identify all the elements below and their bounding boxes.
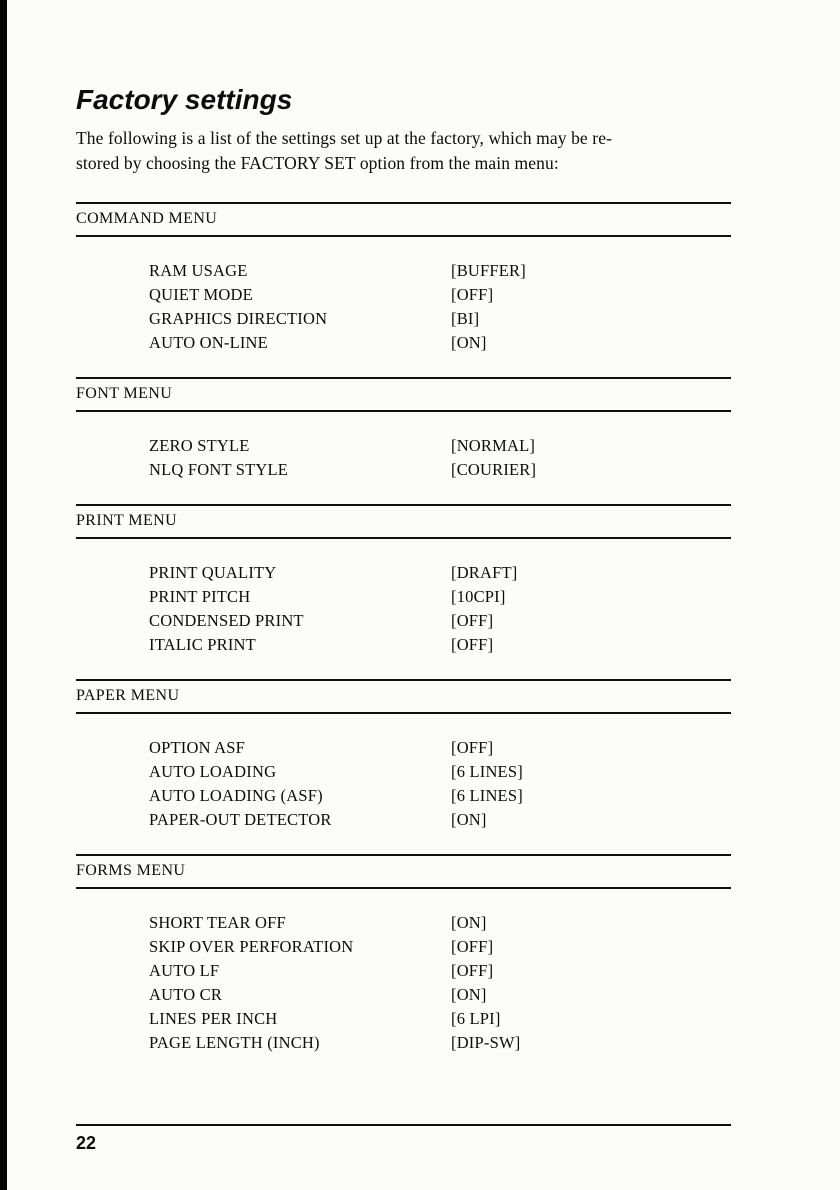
setting-value: [ON] — [451, 913, 487, 932]
setting-label: RAM USAGE — [149, 261, 248, 280]
page-content — [76, 0, 731, 1077]
settings-section — [76, 377, 731, 482]
section-rule-bottom — [76, 235, 731, 237]
setting-value: [OFF] — [451, 611, 494, 630]
setting-label: AUTO LOADING — [149, 762, 277, 781]
setting-label: SKIP OVER PERFORATION — [149, 937, 354, 956]
setting-label: NLQ FONT STYLE — [149, 460, 289, 479]
section-header: FORMS MENU — [76, 862, 186, 879]
setting-label: ZERO STYLE — [149, 436, 250, 455]
setting-value: [NORMAL] — [451, 436, 536, 455]
setting-label: AUTO CR — [149, 985, 223, 1004]
settings-rows — [149, 561, 731, 657]
setting-value: [ON] — [451, 333, 487, 352]
setting-row — [149, 259, 731, 283]
setting-row — [149, 458, 731, 482]
setting-label: PRINT PITCH — [149, 587, 251, 606]
setting-row — [149, 331, 731, 355]
settings-rows — [149, 736, 731, 832]
setting-label: AUTO LOADING (ASF) — [149, 786, 323, 805]
setting-label: OPTION ASF — [149, 738, 245, 757]
setting-value: [OFF] — [451, 738, 494, 757]
page-title: Factory settings — [76, 84, 293, 115]
settings-sections — [76, 202, 731, 1055]
section-rule-bottom — [76, 410, 731, 412]
setting-value: [OFF] — [451, 285, 494, 304]
setting-label: CONDENSED PRINT — [149, 611, 304, 630]
page-number: 22 — [76, 1133, 97, 1153]
setting-row — [149, 561, 731, 585]
section-header: PRINT MENU — [76, 512, 178, 529]
setting-label: PRINT QUALITY — [149, 563, 277, 582]
section-header: COMMAND MENU — [76, 210, 218, 227]
setting-value: [6 LINES] — [451, 762, 523, 781]
setting-row — [149, 434, 731, 458]
setting-value: [ON] — [451, 810, 487, 829]
section-header: PAPER MENU — [76, 687, 180, 704]
setting-value: [DIP-SW] — [451, 1033, 521, 1052]
setting-value: [OFF] — [451, 961, 494, 980]
setting-row — [149, 283, 731, 307]
setting-value: [ON] — [451, 985, 487, 1004]
setting-row — [149, 1007, 731, 1031]
settings-rows — [149, 434, 731, 482]
setting-label: PAPER-OUT DETECTOR — [149, 810, 332, 829]
setting-row — [149, 760, 731, 784]
setting-value: [DRAFT] — [451, 563, 518, 582]
settings-rows — [149, 911, 731, 1055]
setting-label: QUIET MODE — [149, 285, 253, 304]
section-header: FONT MENU — [76, 385, 173, 402]
settings-rows — [149, 259, 731, 355]
settings-section — [76, 679, 731, 832]
setting-row — [149, 935, 731, 959]
section-rule-bottom — [76, 887, 731, 889]
settings-section — [76, 202, 731, 355]
setting-row — [149, 633, 731, 657]
setting-row — [149, 736, 731, 760]
intro-line-1: The following is a list of the settings set up at the factory, which may be re- — [76, 128, 613, 148]
setting-value: [10CPI] — [451, 587, 506, 606]
setting-value: [OFF] — [451, 937, 494, 956]
setting-label: ITALIC PRINT — [149, 635, 256, 654]
intro-line-2: stored by choosing the FACTORY SET option from the main menu: — [76, 153, 559, 173]
setting-label: PAGE LENGTH (INCH) — [149, 1033, 320, 1052]
page-footer — [76, 1124, 731, 1154]
setting-value: [6 LPI] — [451, 1009, 501, 1028]
setting-row — [149, 307, 731, 331]
setting-value: [COURIER] — [451, 460, 537, 479]
settings-section — [76, 504, 731, 657]
section-rule-bottom — [76, 537, 731, 539]
setting-label: AUTO ON-LINE — [149, 333, 268, 352]
setting-row — [149, 983, 731, 1007]
setting-label: LINES PER INCH — [149, 1009, 278, 1028]
setting-label: GRAPHICS DIRECTION — [149, 309, 328, 328]
setting-value: [OFF] — [451, 635, 494, 654]
intro-paragraph — [76, 126, 731, 176]
setting-row — [149, 1031, 731, 1055]
setting-label: SHORT TEAR OFF — [149, 913, 286, 932]
setting-value: [6 LINES] — [451, 786, 523, 805]
setting-label: AUTO LF — [149, 961, 220, 980]
setting-row — [149, 609, 731, 633]
setting-row — [149, 808, 731, 832]
settings-section — [76, 854, 731, 1055]
setting-row — [149, 784, 731, 808]
setting-value: [BUFFER] — [451, 261, 526, 280]
scan-edge-artifact — [0, 0, 7, 1190]
setting-row — [149, 959, 731, 983]
section-rule-bottom — [76, 712, 731, 714]
setting-value: [BI] — [451, 309, 480, 328]
setting-row — [149, 585, 731, 609]
setting-row — [149, 911, 731, 935]
